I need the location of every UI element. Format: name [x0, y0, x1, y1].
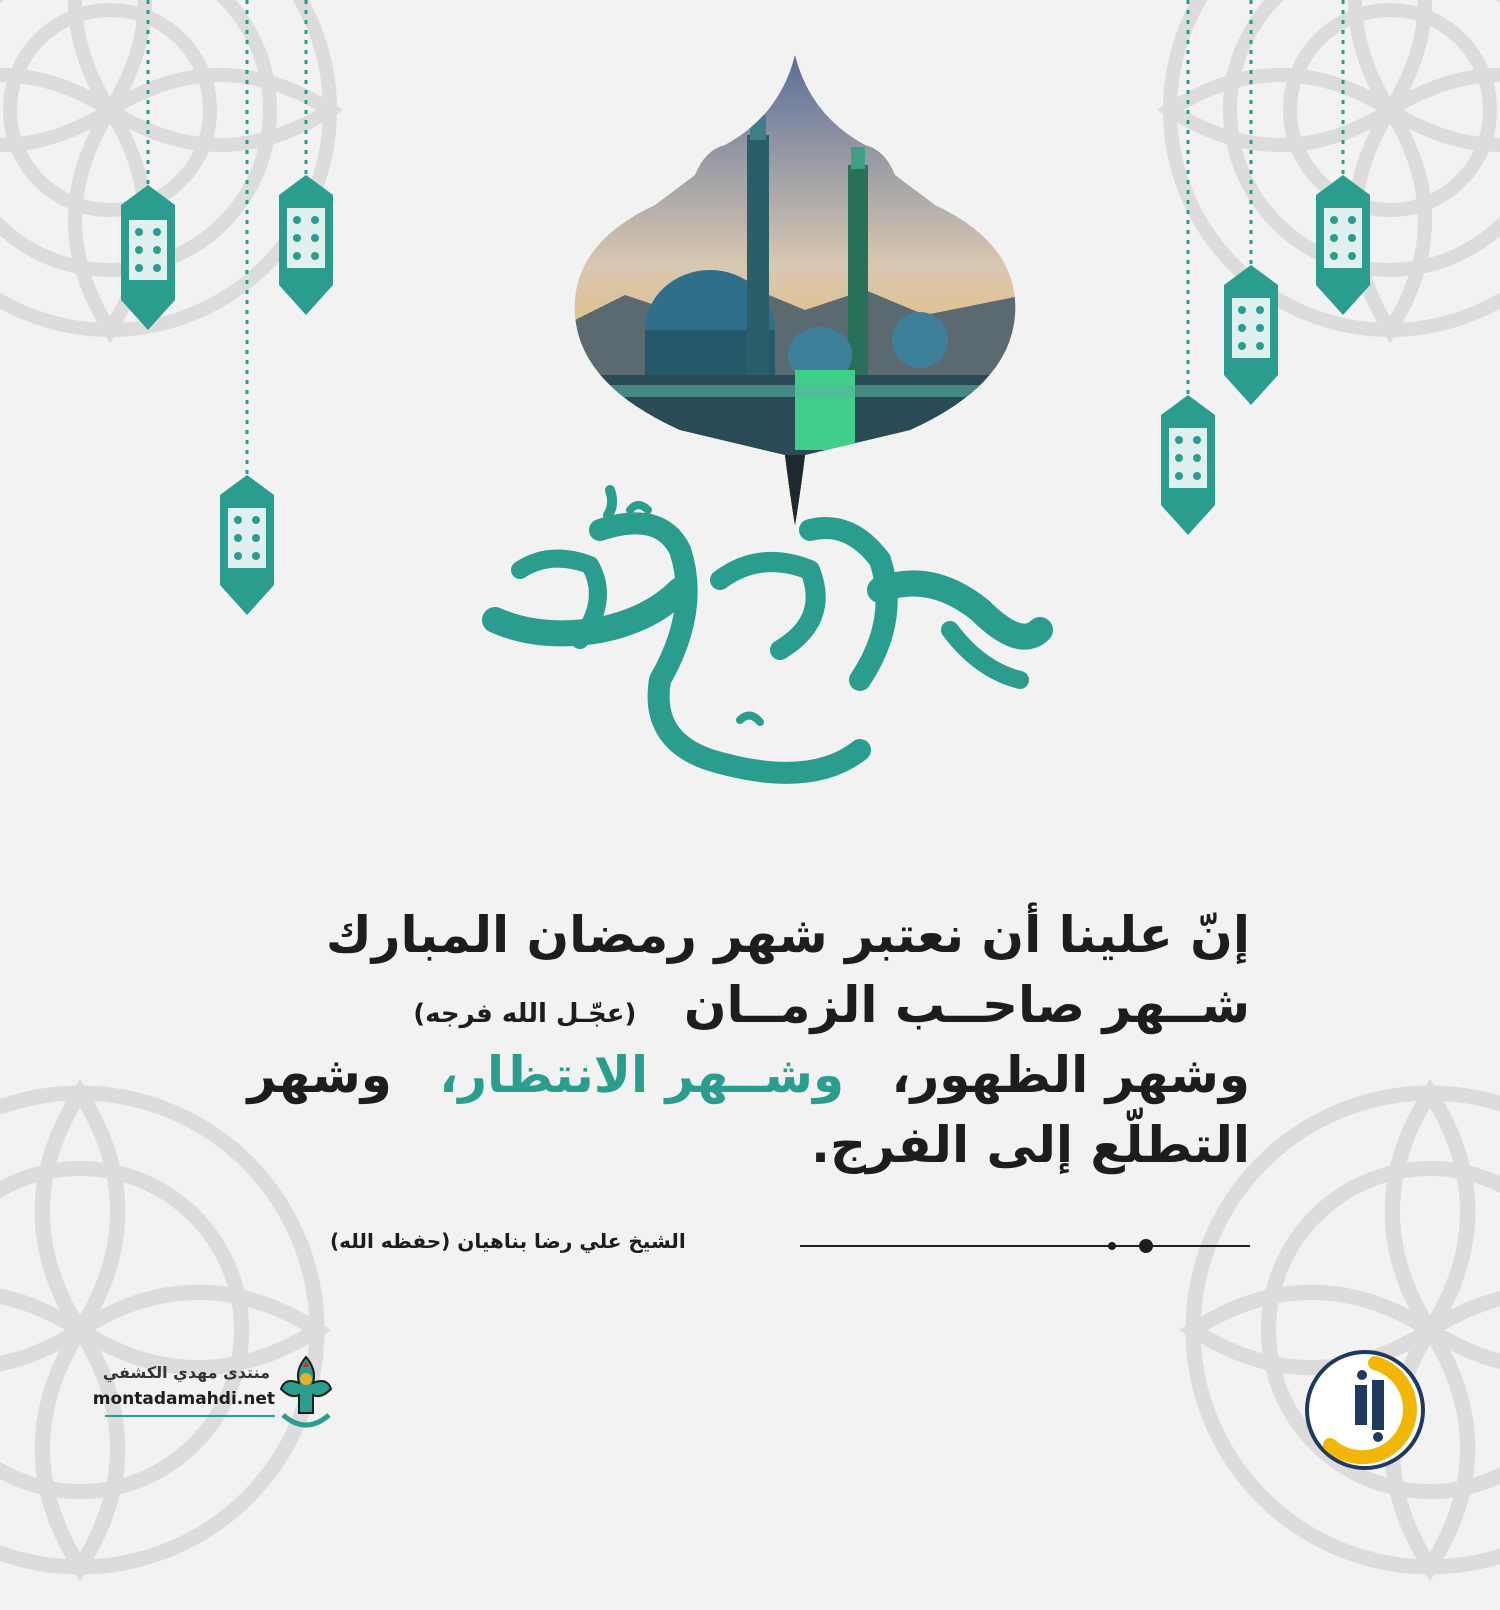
- quote-text: [247, 900, 1250, 1180]
- montada-mahdi-logo: [92, 1355, 335, 1435]
- calligraphy-artwork: [480, 470, 1060, 810]
- lantern-icon: [1310, 0, 1376, 320]
- lantern-icon: [273, 0, 339, 320]
- lantern-icon: [1218, 0, 1284, 410]
- lantern-icon: [115, 0, 181, 335]
- attribution-row: [330, 1225, 1250, 1265]
- lantern-icon: [214, 0, 280, 620]
- mosque-image: [565, 55, 1025, 525]
- quote-line-2-paren: (عجّـل الله فرجه): [413, 999, 637, 1029]
- circular-logo-icon: [1300, 1345, 1430, 1475]
- logo-url: montadamahdi.net: [92, 1389, 275, 1409]
- quote-line-3-a: وشهر الظهور،: [891, 1046, 1250, 1104]
- attribution-text: الشيخ علي رضا بناهيان (حفظه الله): [330, 1229, 686, 1253]
- lantern-icon: [1155, 0, 1221, 540]
- scout-emblem-icon: [277, 1355, 335, 1435]
- quote-line-3-b: وشهر: [247, 1046, 392, 1104]
- quote-line-1: إنّ علينا أن نعتبر شهر رمضان المبارك: [325, 906, 1250, 964]
- quote-line-3: [247, 1040, 1250, 1110]
- quote-line-2: [300, 970, 1250, 1040]
- quote-line-4: التطلّع إلى الفرج.: [811, 1116, 1250, 1174]
- logo-underline: [105, 1415, 275, 1417]
- quote-line-2-main: شــهر صاحــب الزمــان: [683, 976, 1250, 1034]
- divider-line: [800, 1245, 1250, 1247]
- logo-name: منتدى مهدي الكشفي: [102, 1363, 270, 1382]
- quote-line-3-highlight: وشــهر الانتظار،: [439, 1046, 845, 1104]
